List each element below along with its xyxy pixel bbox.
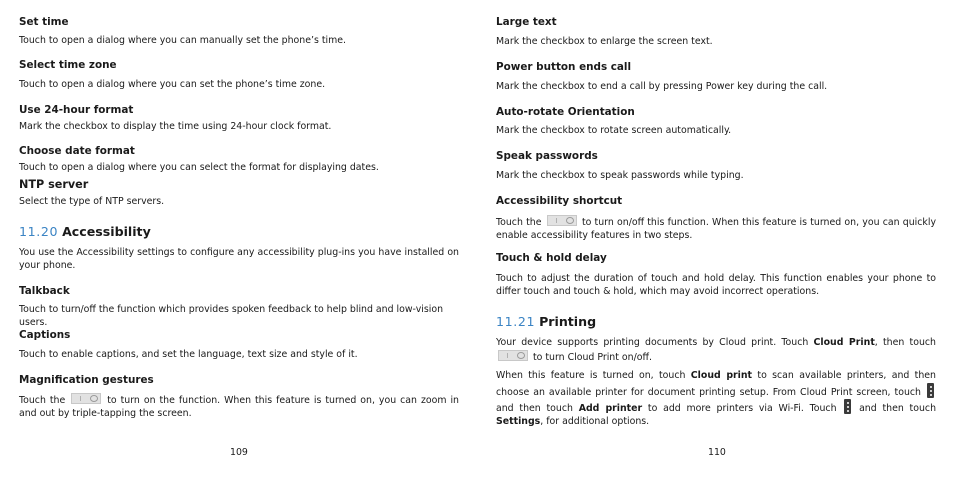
printing-p1-text: , then touch (874, 337, 936, 348)
speak-passwords-heading: Speak passwords (496, 150, 598, 162)
ntp-server-text: Select the type of NTP servers. (19, 196, 165, 207)
printing-p2-text: When this feature is turned on, touch (496, 370, 686, 381)
printing-p2-text: to scan available printers, and then choose an available printer for document printing setup. From Cloud Print screen, touch (496, 370, 936, 398)
printing-paragraph-2 (496, 370, 936, 428)
toggle-switch-icon (71, 393, 101, 404)
printing-p2-text: and then touch (496, 403, 573, 415)
talkback-text: Touch to turn/off the function which provides spoken feedback to help blind and low-vision users. (19, 304, 444, 328)
power-button-text: Mark the checkbox to end a call by pressing Power key during the call. (496, 81, 828, 92)
magnification-text-pre: Touch the (19, 395, 66, 406)
section-printing-heading (496, 314, 936, 329)
magnification-text (19, 393, 459, 420)
touch-hold-heading: Touch & hold delay (496, 252, 607, 264)
printing-p1-text: Your device supports printing documents by Cloud print. Touch (496, 337, 809, 348)
page-number-right: 110 (708, 447, 726, 458)
section-title: Accessibility (62, 224, 151, 239)
printing-paragraph-1 (496, 337, 936, 364)
large-text-text: Mark the checkbox to enlarge the screen text. (496, 36, 713, 47)
printing-p1-text: to turn Cloud Print on/off. (532, 351, 652, 363)
cloud-print-label: Cloud print (690, 370, 753, 381)
magnification-heading: Magnification gestures (19, 374, 154, 386)
toggle-switch-icon (498, 350, 528, 361)
menu-icon (927, 383, 934, 398)
select-time-zone-heading: Select time zone (19, 59, 117, 71)
section-number: 11.21 (496, 314, 536, 329)
captions-heading: Captions (19, 329, 71, 341)
section-title: Printing (539, 314, 597, 329)
toggle-switch-icon (547, 215, 577, 226)
magnification-text-post: to turn on the function. When this feature is turned on, you can zoom in and out by triple-tapping the screen. (19, 395, 459, 419)
add-printer-label: Add printer (578, 403, 643, 415)
captions-text: Touch to enable captions, and set the language, text size and style of it. (19, 349, 358, 360)
use-24-hour-text: Mark the checkbox to display the time using 24-hour clock format. (19, 121, 332, 132)
set-time-heading: Set time (19, 16, 69, 28)
choose-date-format-text: Touch to open a dialog where you can select the format for displaying dates. (19, 162, 379, 173)
accessibility-shortcut-text-pre: Touch the (496, 217, 542, 228)
section-number: 11.20 (19, 224, 59, 239)
accessibility-shortcut-text (496, 215, 936, 242)
section-accessibility-heading (19, 224, 459, 239)
auto-rotate-text: Mark the checkbox to rotate screen automatically. (496, 125, 732, 136)
auto-rotate-heading: Auto-rotate Orientation (496, 106, 635, 118)
printing-p2-text: , for additional options. (540, 415, 650, 427)
menu-icon (844, 399, 851, 414)
settings-label: Settings (496, 415, 541, 427)
choose-date-format-heading: Choose date format (19, 145, 135, 157)
touch-hold-text: Touch to adjust the duration of touch and hold delay. This function enables your phone to differ touch and touch & hold, which may avoid incorrect operations. (496, 273, 936, 297)
speak-passwords-text: Mark the checkbox to speak passwords while typing. (496, 170, 744, 181)
printing-p2-text: to add more printers via Wi-Fi. Touch (647, 403, 837, 415)
ntp-server-heading: NTP server (19, 178, 89, 191)
power-button-heading: Power button ends call (496, 61, 632, 73)
accessibility-intro: You use the Accessibility settings to configure any accessibility plug-ins you have installed on your phone. (19, 247, 459, 271)
select-time-zone-text: Touch to open a dialog where you can set the phone’s time zone. (19, 79, 326, 90)
use-24-hour-heading: Use 24-hour format (19, 104, 134, 116)
large-text-heading: Large text (496, 16, 557, 28)
accessibility-shortcut-text-post: to turn on/off this function. When this feature is turned on, you can quickly enable accessibility features in two steps. (496, 217, 936, 241)
page-number-left: 109 (230, 447, 248, 458)
accessibility-shortcut-heading: Accessibility shortcut (496, 195, 623, 207)
set-time-text: Touch to open a dialog where you can manually set the phone’s time. (19, 35, 347, 46)
cloud-print-label: Cloud Print (813, 337, 875, 348)
printing-p2-text: and then touch (859, 403, 937, 415)
talkback-heading: Talkback (19, 285, 70, 297)
